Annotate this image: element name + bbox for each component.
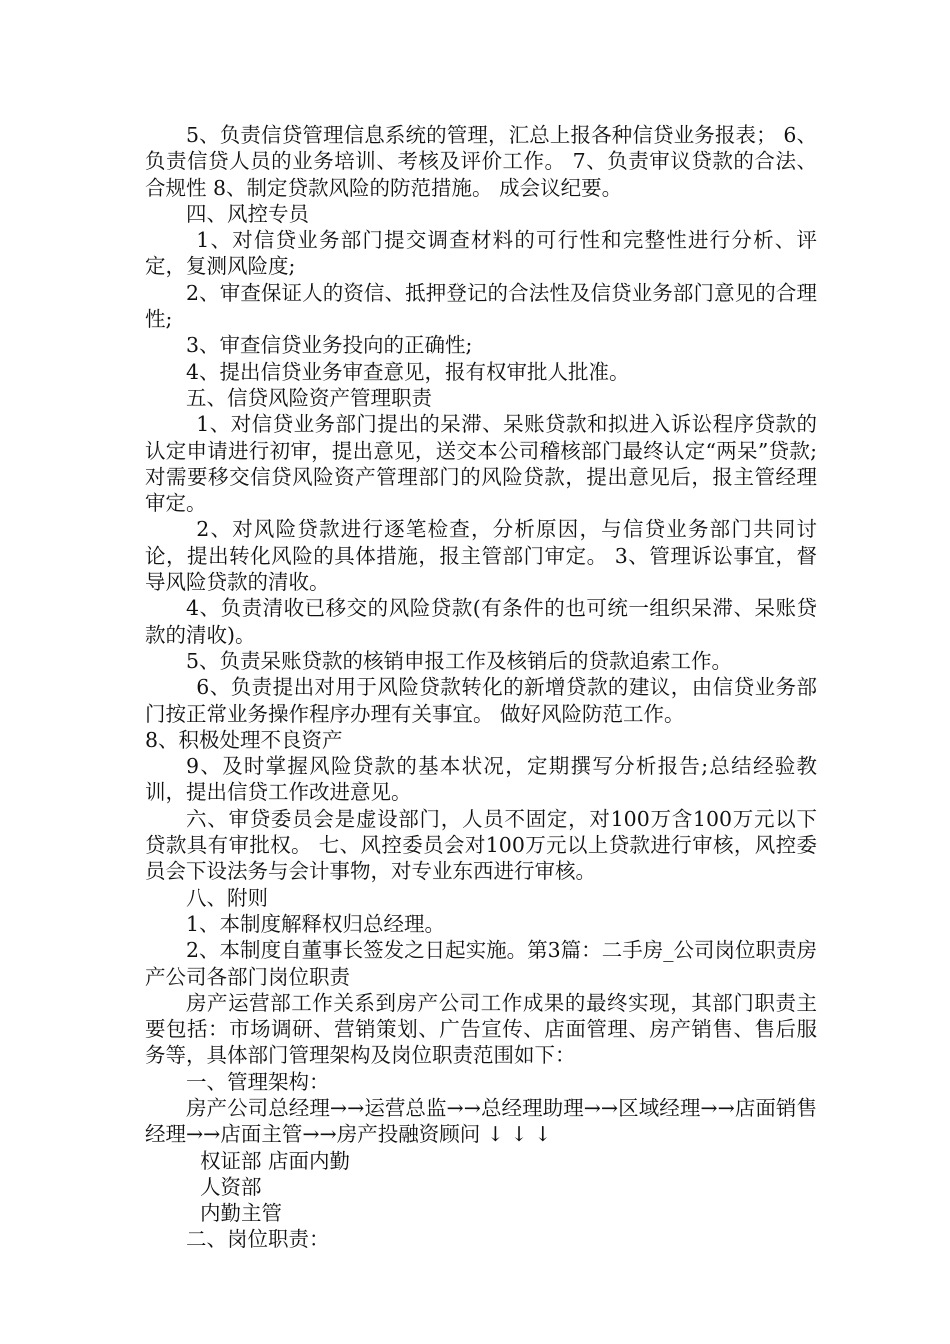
paragraph: 5、负责信贷管理信息系统的管理，汇总上报各种信贷业务报表； 6、负责信贷人员的业务培训、考核及评价工作。 7、负责审议贷款的合法、合规性 8、制定贷款风险的防范措施。 成会议纪要。 — [145, 123, 817, 200]
paragraph: 2、本制度自董事长签发之日起实施。第3篇：二手房_公司岗位职责房产公司各部门岗位职责 — [145, 938, 817, 989]
paragraph: 2、审查保证人的资信、抵押登记的合法性及信贷业务部门意见的合理性; — [145, 280, 817, 332]
paragraph: 4、提出信贷业务审查意见，报有权审批人批准。 — [186, 359, 630, 384]
org-chain: 房产公司总经理→→运营总监→→总经理助理→→区域经理→→店面销售 经理→→店面主管→→房产投融资顾问 ↓ ↓ ↓ — [145, 1095, 817, 1147]
section-heading: 五、信贷风险资产管理职责 — [186, 385, 432, 410]
paragraph: 6、负责提出对用于风险贷款转化的新增贷款的建议，由信贷业务部门按正常业务操作程序办理有关事宜。 做好风险防范工作。 — [145, 675, 817, 726]
paragraph: 8、积极处理不良资产 — [145, 727, 343, 752]
section-heading: 二、岗位职责： — [186, 1227, 330, 1252]
paragraph: 1、本制度解释权归总经理。 — [186, 911, 446, 936]
paragraph: 4、负责清收已移交的风险贷款(有条件的也可统一组织呆滞、呆账贷款的清收)。 — [145, 596, 817, 647]
paragraph: 5、负责呆账贷款的核销申报工作及核销后的贷款追索工作。 — [186, 648, 733, 673]
paragraph: 2、对风险贷款进行逐笔检查，分析原因，与信贷业务部门共同讨论，提出转化风险的具体措施，报主管部门审定。 3、管理诉讼事宜，督导风险贷款的清收。 — [145, 517, 817, 595]
paragraph: 1、对信贷业务部门提交调查材料的可行性和完整性进行分析、评定，复测风险度; — [145, 228, 817, 279]
section-heading: 四、风控专员 — [186, 201, 309, 226]
paragraph: 3、审查信贷业务投向的正确性; — [186, 333, 473, 358]
paragraph: 六、审贷委员会是虚设部门，人员不固定，对100万含100万元以下贷款具有审批权。 七、风控委员会对100万元以上贷款进行审核，风控委员会下设法务与会计事物，对专业东西进行审核。 — [145, 806, 817, 884]
org-branch: 内勤主管 — [200, 1201, 282, 1226]
paragraph: 房产运营部工作关系到房产公司工作成果的最终实现，其部门职责主要包括：市场调研、营销策划、广告宣传、店面管理、房产销售、售后服务等，具体部门管理架构及岗位职责范围如下： — [145, 990, 817, 1068]
org-branch: 权证部 店面内勤 — [200, 1148, 351, 1173]
paragraph: 9、及时掌握风险贷款的基本状况，定期撰写分析报告;总结经验教训，提出信贷工作改进意见。 — [145, 754, 817, 805]
paragraph: 1、对信贷业务部门提出的呆滞、呆账贷款和拟进入诉讼程序贷款的认定申请进行初审，提出意见，送交本公司稽核部门最终认定“两呆”贷款;对需要移交信贷风险资产管理部门的风险贷款，提出意见后，报主管经理审定。 — [145, 412, 817, 516]
section-heading: 八、附则 — [186, 885, 268, 910]
document-body — [145, 122, 817, 1253]
org-branch: 人资部 — [200, 1174, 262, 1199]
section-heading: 一、管理架构： — [186, 1069, 330, 1094]
